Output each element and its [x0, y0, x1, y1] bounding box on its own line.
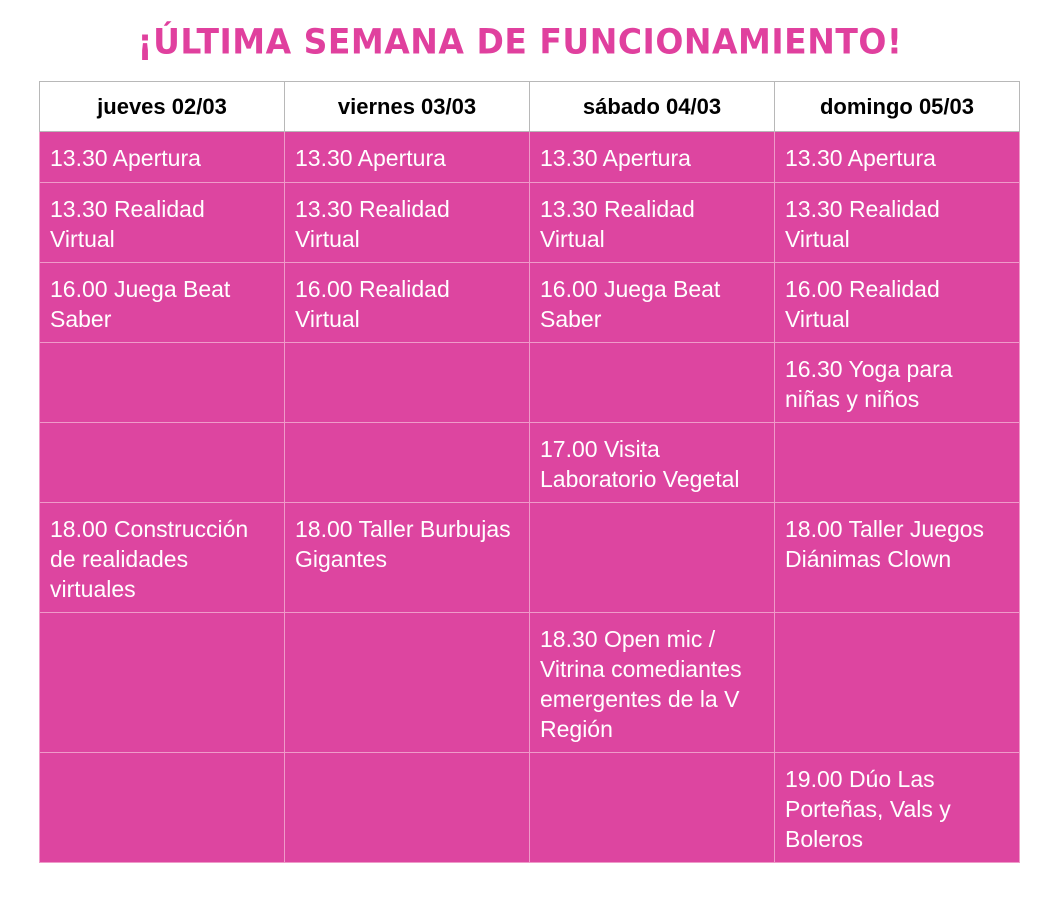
event-cell: 16.00 Realidad Virtual [775, 263, 1020, 343]
table-row [40, 753, 1020, 863]
event-cell: 13.30 Realidad Virtual [40, 183, 285, 263]
event-cell [285, 423, 530, 503]
event-cell: 13.30 Apertura [285, 132, 530, 183]
event-cell [285, 753, 530, 863]
event-cell [285, 343, 530, 423]
event-cell [40, 343, 285, 423]
event-cell: 19.00 Dúo Las Porteñas, Vals y Boleros [775, 753, 1020, 863]
event-cell: 18.30 Open mic / Vitrina comediantes emergentes de la V Región [530, 613, 775, 753]
table-row [40, 613, 1020, 753]
table-row [40, 263, 1020, 343]
table-row [40, 183, 1020, 263]
event-cell: 13.30 Apertura [530, 132, 775, 183]
event-cell [775, 613, 1020, 753]
event-cell [40, 753, 285, 863]
event-cell: 13.30 Realidad Virtual [285, 183, 530, 263]
event-cell: 17.00 Visita Laboratorio Vegetal [530, 423, 775, 503]
day-header-sunday: domingo 05/03 [775, 82, 1020, 132]
header-row [40, 82, 1020, 132]
event-cell [530, 503, 775, 613]
event-cell [40, 613, 285, 753]
day-header-saturday: sábado 04/03 [530, 82, 775, 132]
event-cell [530, 343, 775, 423]
day-header-friday: viernes 03/03 [285, 82, 530, 132]
event-cell: 16.00 Realidad Virtual [285, 263, 530, 343]
event-cell: 18.00 Construcción de realidades virtuales [40, 503, 285, 613]
event-cell [285, 613, 530, 753]
event-cell: 18.00 Taller Burbujas Gigantes [285, 503, 530, 613]
event-cell: 13.30 Apertura [775, 132, 1020, 183]
event-cell: 18.00 Taller Juegos Diánimas Clown [775, 503, 1020, 613]
table-row [40, 343, 1020, 423]
event-cell: 16.30 Yoga para niñas y niños [775, 343, 1020, 423]
event-cell: 16.00 Juega Beat Saber [40, 263, 285, 343]
day-header-thursday: jueves 02/03 [40, 82, 285, 132]
table-row [40, 423, 1020, 503]
table-row [40, 503, 1020, 613]
event-cell: 13.30 Realidad Virtual [530, 183, 775, 263]
event-cell: 13.30 Apertura [40, 132, 285, 183]
event-cell: 16.00 Juega Beat Saber [530, 263, 775, 343]
schedule-table [39, 81, 1020, 863]
event-cell [40, 423, 285, 503]
event-cell [775, 423, 1020, 503]
event-cell [530, 753, 775, 863]
table-row [40, 132, 1020, 183]
page-title: ¡ÚLTIMA SEMANA DE FUNCIONAMIENTO! [137, 21, 903, 62]
event-cell: 13.30 Realidad Virtual [775, 183, 1020, 263]
